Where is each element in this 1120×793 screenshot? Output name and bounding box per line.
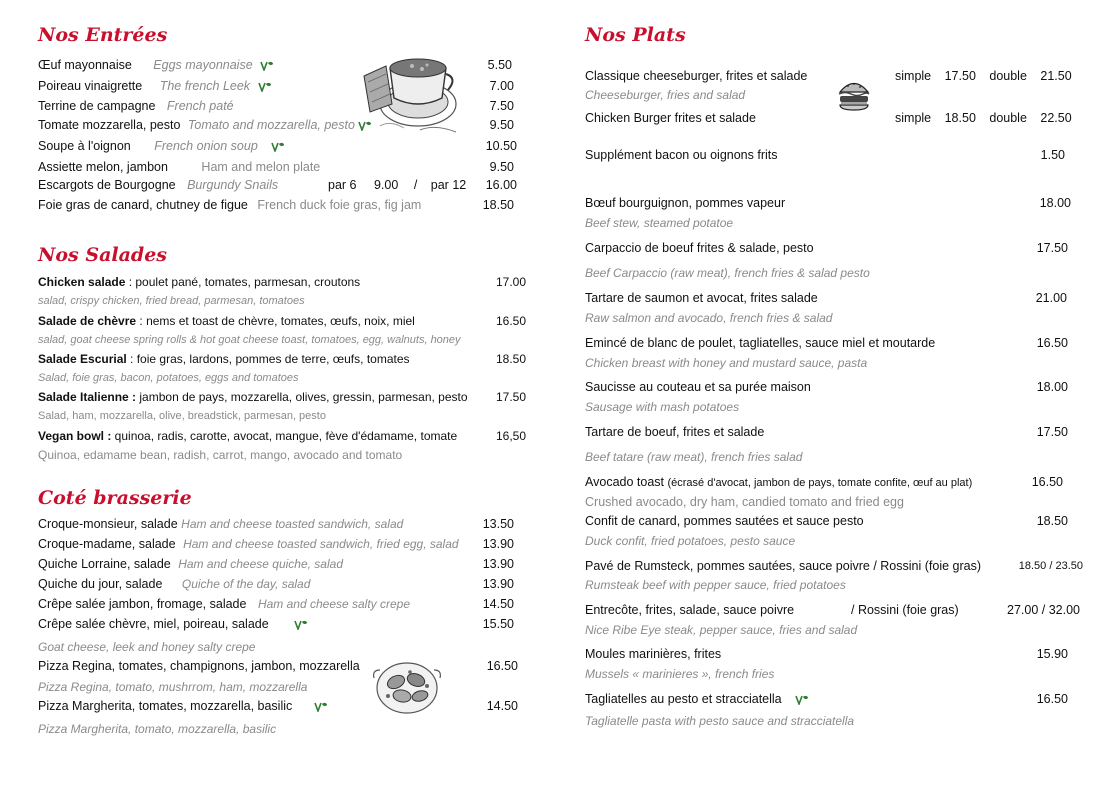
list-item: Foie gras de canard, chutney de figue French duck foie gras, fig jam <box>38 198 422 212</box>
list-item: Tomate mozzarella, pesto Tomato and mozzarella, pesto <box>38 118 372 133</box>
entrees-title: Nos Entrées <box>38 24 168 46</box>
list-item: Bœuf bourguignon, pommes vapeur <box>585 196 786 210</box>
price: 16.50 <box>495 314 526 328</box>
item-english: Beef stew, steamed potatoe <box>585 216 734 230</box>
item-english: Chicken breast with honey and mustard sauce, pasta <box>585 356 868 370</box>
item-english: Raw salmon and avocado, french fries & salad <box>585 311 833 325</box>
vegan-icon <box>258 82 272 92</box>
price: 18.00 <box>1036 380 1068 394</box>
price: 13.90 <box>482 537 514 551</box>
item-english: Nice Ribe Eye steak, pepper sauce, fries and salad <box>585 623 858 637</box>
list-item: Pizza Margherita, tomates, mozzarella, basilic <box>38 699 328 714</box>
price: 18.00 <box>1039 196 1071 210</box>
list-item: Escargots de Bourgogne Burgundy Snails <box>38 178 279 192</box>
list-item: Chicken Burger frites et salade <box>585 111 756 125</box>
price: 9.50 <box>489 160 514 174</box>
price: 13.90 <box>482 577 514 591</box>
item-english: Duck confit, fried potatoes, pesto sauce <box>585 534 796 548</box>
item-english: salad, crispy chicken, fried bread, parmesan, tomatoes <box>38 295 305 307</box>
list-item: Quiche du jour, salade Quiche of the day, salad <box>38 577 311 591</box>
list-item: Croque-madame, salade Ham and cheese toasted sandwich, fried egg, salad <box>38 537 459 551</box>
list-item: Assiette melon, jambon Ham and melon plate <box>38 160 321 174</box>
list-item: Moules marinières, frites <box>585 647 722 661</box>
list-item: Tagliatelles au pesto et stracciatella <box>585 692 809 707</box>
list-item: Pizza Regina, tomates, champignons, jambon, mozzarella <box>38 659 360 673</box>
price: 17.50 <box>495 390 526 404</box>
item-english: Sausage with mash potatoes <box>585 400 740 414</box>
item-english: Rumsteak beef with pepper sauce, fried potatoes <box>585 578 846 592</box>
price: 14.50 <box>482 597 514 611</box>
list-item: Saucisse au couteau et sa purée maison <box>585 380 811 394</box>
list-item: Confit de canard, pommes sautées et sauce pesto <box>585 514 864 528</box>
list-item: Salade Italienne : jambon de pays, mozzarella, olives, gressin, parmesan, pesto <box>38 390 468 404</box>
vegan-icon <box>271 142 285 152</box>
price: 14.50 <box>486 699 518 713</box>
item-english: Beef Carpaccio (raw meat), french fries & salad pesto <box>585 266 870 280</box>
burger-illustration <box>836 77 872 113</box>
price: 17.50 <box>1036 241 1068 255</box>
price: 13.50 <box>482 517 514 531</box>
salades-title: Nos Salades <box>38 244 167 266</box>
item-english: Crushed avocado, dry ham, candied tomato and fried egg <box>585 495 904 509</box>
brasserie-title: Coté brasserie <box>38 487 192 509</box>
item-english: salad, goat cheese spring rolls & hot goat cheese toast, tomatoes, egg, walnuts, honey <box>38 334 461 346</box>
price: 5.50 <box>487 58 512 72</box>
list-item: Carpaccio de boeuf frites & salade, pesto <box>585 241 814 255</box>
list-item: Salade Escurial : foie gras, lardons, pommes de terre, œufs, tomates <box>38 352 410 366</box>
list-item: Terrine de campagne French paté <box>38 99 234 113</box>
price: 18.50 / 23.50 <box>1018 560 1083 572</box>
item-english: Salad, ham, mozzarella, olive, breadstick, parmesan, pesto <box>38 410 326 422</box>
list-item: Œuf mayonnaise Eggs mayonnaise <box>38 58 274 73</box>
list-item: Quiche Lorraine, salade Ham and cheese quiche, salad <box>38 557 343 571</box>
item-english: Goat cheese, leek and honey salty crepe <box>38 640 256 654</box>
list-item: Avocado toast (écrasé d'avocat, jambon de pays, tomate confite, œuf au plat) <box>585 475 973 489</box>
list-item: Croque-monsieur, salade Ham and cheese toasted sandwich, salad <box>38 517 404 531</box>
price: 17.00 <box>495 275 526 289</box>
price: 13.90 <box>482 557 514 571</box>
price: 1.50 <box>1040 148 1065 162</box>
list-item: Tartare de boeuf, frites et salade <box>585 425 765 439</box>
list-item: Entrecôte, frites, salade, sauce poivre <box>585 603 795 617</box>
price: 21.00 <box>1035 291 1067 305</box>
price: 15.90 <box>1036 647 1068 661</box>
vegan-icon <box>294 620 308 630</box>
plats-title: Nos Plats <box>585 24 686 46</box>
price: 10.50 <box>485 139 517 153</box>
price: 18.50 <box>1036 514 1068 528</box>
list-item: Chicken salade : poulet pané, tomates, parmesan, croutons <box>38 275 361 289</box>
price: 7.50 <box>489 99 514 113</box>
list-item: Emincé de blanc de poulet, tagliatelles, sauce miel et moutarde <box>585 336 936 350</box>
price: 27.00 / 32.00 <box>1007 603 1080 617</box>
price: 18.50 <box>495 352 526 366</box>
list-item: Vegan bowl : quinoa, radis, carotte, avocat, mangue, fève d'édamame, tomate <box>38 429 458 443</box>
list-item: Tartare de saumon et avocat, frites salade <box>585 291 818 305</box>
snails-prices: par 6 9.00 / par 12 16.00 <box>328 178 517 192</box>
price: 16.50 <box>1036 692 1068 706</box>
price: 15.50 <box>482 617 514 631</box>
item-english: Pizza Margherita, tomato, mozzarella, basilic <box>38 722 277 736</box>
item-english: Tagliatelle pasta with pesto sauce and stracciatella <box>585 714 855 728</box>
price: 18.50 <box>482 198 514 212</box>
price: 9.50 <box>489 118 514 132</box>
price: 16.50 <box>486 659 518 673</box>
list-item: Poireau vinaigrette The french Leek <box>38 79 272 94</box>
soup-illustration <box>360 46 460 138</box>
price: 17.50 <box>1036 425 1068 439</box>
price: 7.00 <box>489 79 514 93</box>
item-english: Beef tatare (raw meat), french fries salad <box>585 450 803 464</box>
rossini-option: / Rossini (foie gras) <box>851 603 959 617</box>
list-item: Salade de chèvre : nems et toast de chèvre, tomates, œufs, noix, miel <box>38 314 415 328</box>
mussels-illustration <box>372 656 442 716</box>
burger-prices: simple 17.50 double 21.50 <box>895 69 1072 83</box>
list-item: Classique cheeseburger, frites et salade <box>585 69 808 83</box>
vegan-icon <box>795 695 809 705</box>
item-english: Cheeseburger, fries and salad <box>585 88 746 102</box>
item-english: Salad, foie gras, bacon, potatoes, eggs and tomatoes <box>38 372 299 384</box>
supplement-item: Supplément bacon ou oignons frits <box>585 148 778 162</box>
price: 16,50 <box>495 429 526 443</box>
item-english: Pizza Regina, tomato, mushrrom, ham, mozzarella <box>38 680 308 694</box>
list-item: Pavé de Rumsteck, pommes sautées, sauce poivre / Rossini (foie gras) <box>585 559 982 573</box>
item-english: Mussels « marinieres », french fries <box>585 667 775 681</box>
vegan-icon <box>314 702 328 712</box>
item-english: Quinoa, edamame bean, radish, carrot, mango, avocado and tomato <box>38 448 403 462</box>
burger-prices: simple 18.50 double 22.50 <box>895 111 1072 125</box>
price: 16.50 <box>1031 475 1063 489</box>
list-item: Crêpe salée chèvre, miel, poireau, salade <box>38 617 308 632</box>
list-item: Crêpe salée jambon, fromage, salade Ham and cheese salty crepe <box>38 597 411 611</box>
list-item: Soupe à l'oignon French onion soup <box>38 139 285 154</box>
vegan-icon <box>260 61 274 71</box>
price: 16.50 <box>1036 336 1068 350</box>
